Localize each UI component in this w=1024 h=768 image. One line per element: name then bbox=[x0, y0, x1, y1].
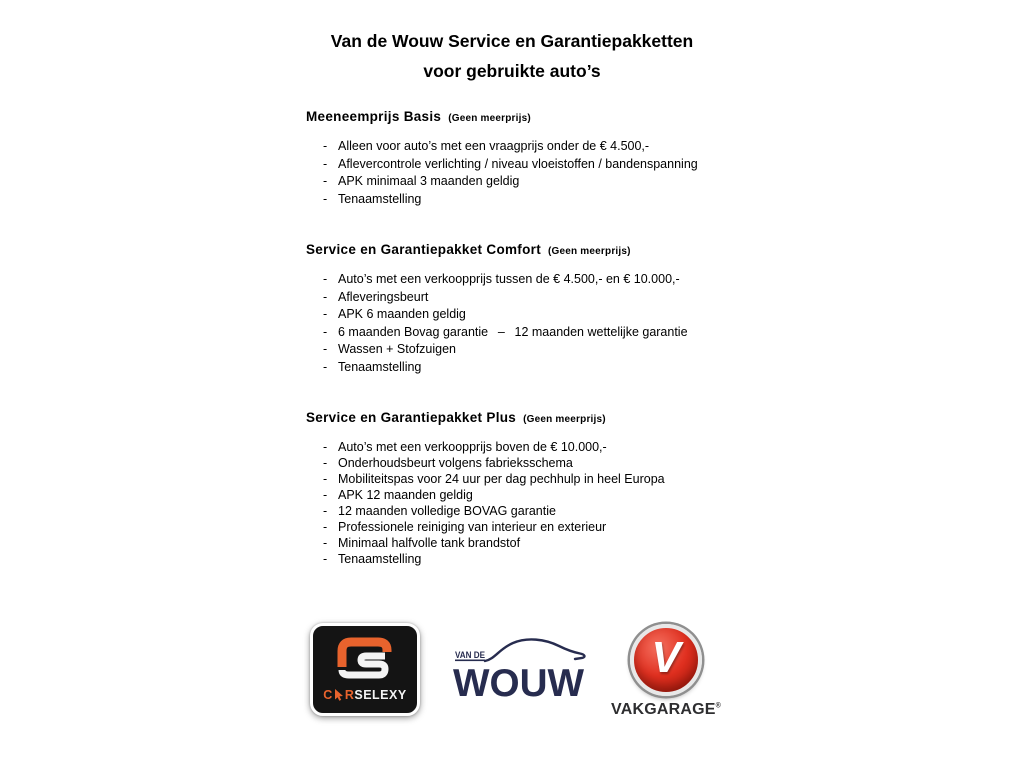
vakgarage-badge-icon bbox=[630, 624, 702, 696]
section-item-list bbox=[306, 439, 746, 567]
carselexy-logo bbox=[310, 623, 420, 716]
list-item-text: Onderhoudsbeurt volgens fabrieksschema bbox=[338, 456, 573, 470]
bullet-dash: - bbox=[323, 289, 328, 304]
section-heading bbox=[306, 109, 746, 126]
list-item-text: Mobiliteitspas voor 24 uur per dag pechhulp in heel Europa bbox=[338, 472, 665, 486]
title-line-2: voor gebruikte auto’s bbox=[423, 61, 601, 81]
bullet-dash: - bbox=[323, 156, 328, 171]
carselexy-letter-r: R bbox=[344, 688, 355, 702]
list-item-text: 6 maanden Bovag garantie – 12 maanden wettelijke garantie bbox=[338, 324, 688, 339]
car-silhouette-icon bbox=[485, 639, 584, 661]
list-item-text: APK 6 maanden geldig bbox=[338, 307, 466, 321]
bullet-dash: - bbox=[323, 342, 328, 356]
bullet-dash: - bbox=[323, 174, 328, 188]
list-item bbox=[323, 535, 746, 551]
bullet-dash: - bbox=[323, 139, 328, 153]
wouw-small-text: VAN DE bbox=[455, 650, 485, 660]
package-section bbox=[306, 242, 746, 376]
list-item bbox=[323, 503, 746, 519]
bullet-dash: - bbox=[323, 536, 328, 550]
list-item-text: Aflevercontrole verlichting / niveau vloeistoffen / bandenspanning bbox=[338, 156, 698, 171]
section-item-list bbox=[306, 138, 746, 208]
registered-trademark-icon: ® bbox=[715, 702, 721, 710]
list-item bbox=[323, 156, 746, 174]
section-heading-text: Service en Garantiepakket Comfort bbox=[306, 242, 541, 257]
vakgarage-logo bbox=[611, 624, 721, 719]
list-item bbox=[323, 289, 746, 307]
bullet-dash: - bbox=[323, 456, 328, 470]
list-item-text: Tenaamstelling bbox=[338, 552, 422, 566]
wouw-underline bbox=[455, 660, 485, 662]
section-item-list bbox=[306, 271, 746, 376]
bullet-dash: - bbox=[323, 440, 328, 454]
vakgarage-wordmark bbox=[611, 701, 721, 719]
bullet-dash: - bbox=[323, 520, 328, 534]
bullet-dash: - bbox=[323, 504, 328, 518]
van-de-wouw-logo-icon bbox=[449, 630, 591, 702]
list-item bbox=[323, 341, 746, 359]
bullet-dash: - bbox=[323, 307, 328, 321]
title-line-1: Van de Wouw Service en Garantiepakketten bbox=[330, 31, 694, 51]
bullet-dash: - bbox=[323, 552, 328, 566]
list-item-text: APK minimaal 3 maanden geldig bbox=[338, 174, 520, 188]
list-item bbox=[323, 455, 746, 471]
list-item bbox=[323, 487, 746, 503]
vakgarage-wordmark-text: VAKGARAGE bbox=[611, 701, 716, 718]
bullet-dash: - bbox=[323, 324, 328, 339]
list-item-text: Wassen + Stofzuigen bbox=[338, 342, 457, 356]
package-section bbox=[306, 109, 746, 208]
bullet-dash: - bbox=[323, 191, 328, 206]
list-item bbox=[323, 191, 746, 209]
page-title bbox=[0, 31, 1024, 81]
list-item bbox=[323, 519, 746, 535]
van-de-wouw-logo bbox=[449, 630, 591, 702]
section-heading bbox=[306, 242, 746, 259]
carselexy-monogram-icon bbox=[337, 637, 393, 683]
list-item-text: Minimaal halfvolle tank brandstof bbox=[338, 536, 521, 550]
list-item bbox=[323, 306, 746, 324]
list-item-text: Alleen voor auto’s met een vraagprijs onder de € 4.500,- bbox=[338, 139, 650, 153]
list-item-text: Auto’s met een verkoopprijs tussen de € 4.500,- en € 10.000,- bbox=[338, 272, 680, 286]
section-heading bbox=[306, 410, 746, 427]
bullet-dash: - bbox=[323, 488, 328, 502]
list-item bbox=[323, 359, 746, 377]
section-note: (Geen meerprijs) bbox=[547, 246, 631, 257]
section-note: (Geen meerprijs) bbox=[448, 113, 531, 124]
sections bbox=[306, 109, 746, 601]
carselexy-letter-c: C bbox=[323, 688, 333, 702]
list-item-text: Professionele reiniging van interieur en exterieur bbox=[338, 520, 607, 534]
list-item bbox=[323, 471, 746, 487]
list-item-text: Tenaamstelling bbox=[338, 359, 422, 374]
list-item bbox=[323, 138, 746, 156]
section-heading-text: Service en Garantiepakket Plus bbox=[306, 410, 517, 425]
cursor-icon bbox=[334, 689, 344, 701]
bullet-dash: - bbox=[323, 472, 328, 486]
list-item-text: 12 maanden volledige BOVAG garantie bbox=[338, 504, 556, 518]
list-item-text: APK 12 maanden geldig bbox=[338, 488, 473, 502]
list-item bbox=[323, 439, 746, 455]
carselexy-wordmark bbox=[323, 688, 406, 702]
list-item bbox=[323, 173, 746, 191]
list-item bbox=[323, 551, 746, 567]
list-item-text: Auto’s met een verkoopprijs boven de € 10.000,- bbox=[338, 440, 607, 454]
section-note: (Geen meerprijs) bbox=[523, 414, 606, 425]
list-item bbox=[323, 271, 746, 289]
bullet-dash: - bbox=[323, 272, 328, 286]
wouw-big-text: WOUW bbox=[453, 662, 585, 702]
list-item-text: Afleveringsbeurt bbox=[338, 289, 429, 304]
list-item bbox=[323, 324, 746, 342]
section-heading-text: Meeneemprijs Basis bbox=[306, 109, 442, 124]
package-section bbox=[306, 410, 746, 567]
bullet-dash: - bbox=[323, 359, 328, 374]
carselexy-wordmark-rest: SELEXY bbox=[354, 688, 407, 702]
list-item-text: Tenaamstelling bbox=[338, 191, 422, 206]
vakgarage-v-letter: V bbox=[651, 633, 681, 682]
